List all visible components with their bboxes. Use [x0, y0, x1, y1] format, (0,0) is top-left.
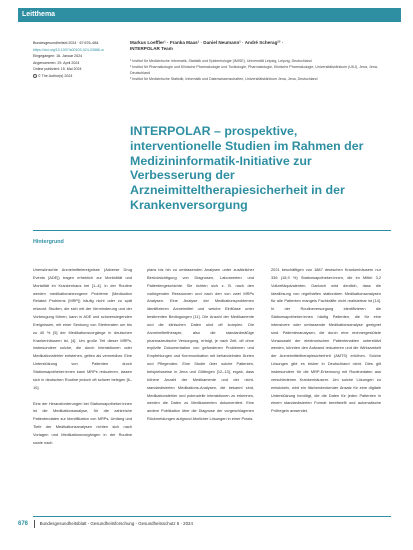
title-divider: [33, 230, 391, 231]
body-column-3: [271, 266, 381, 415]
affiliations: [130, 59, 380, 84]
journal-line: Bundesgesundheitsbl 2024 · 67:676–684: [33, 41, 99, 45]
author-team: INTERPOLAR Team: [130, 46, 173, 51]
copyright-text: © The Author(s) 2024: [38, 73, 73, 78]
background-paragraph-2: Eine der Herausforderungen bei Stationsapotheker:innen ist die Medikationsanalyse, für die zahlreiche Patientendaten zur Identifikation von MRPs, Umfang und Tiefe der Medikationsanalysen richten sich nach Vorlagen und Medikationsvorgängen in der Routine sowie nach: [33, 400, 132, 445]
open-access-icon: [33, 74, 37, 78]
footer-journal: Bundesgesundheitsblatt - Gesundheitsforschung - Gesundheitsschutz 6 · 2024: [39, 521, 193, 527]
doi-link[interactable]: https://doi.org/10.1007/s00103-024-03886-w: [33, 47, 104, 52]
page-footer: [18, 520, 401, 528]
published-date: Online publiziert: 15. Mai 2024: [33, 67, 82, 72]
received-date: Eingegangen: 16. Januar 2024: [33, 54, 83, 59]
section-label: Leitthema: [22, 11, 56, 18]
article-title: INTERPOLAR – prospektive, interventionelle Studien im Rahmen der Medizininformatik-Initiative zur Verbesserung der Arzneimitteltherapiesicherheit in der Krankenversorgung: [130, 124, 364, 212]
body-column-2: [147, 266, 254, 423]
background-paragraph-1: Unerwünschte Arzneimittelereignisse (Adverse Drug Events [ADE]) tragen erheblich zur Morbidität und Mortalität im Krankenhaus bei [1–4]. In der Routine werden medikationsbezogene Probleme (Medication Related Problems [MRP]) häufig nicht oder zu spät erkannt. Studien, die sich mit der Verminderung und der Vorbeugung führen, kann in ADE und schwerwiegenden Ereignissen, mit einer Senkung von Sterberaten um bis zu 40 % [5] der Medikationsvorgänge in deutschen Krankenhäusern ist, [4]. Um große Teil dieser MRPs, insbesondere solche, die durch Interaktionen oder Medikationsfehler entstehen, gelten als vermeidbar. Eine Unterstützung von Patienten durch Stationsapotheker:innen kann MRPs reduzieren, lassen sich in deutschen Routine jedoch oft schwer belegen [6–10].: [33, 267, 132, 390]
accepted-date: Angenommen: 29. April 2024: [33, 60, 80, 65]
affiliation-3: ³ Institut für Medizinische Statistik, Informatik und Datenwissenschaften, Universitätsklinikum Jena, Jena, Deutschland: [130, 77, 318, 82]
affiliation-1: ¹ Institut für Medizinische Informatik, Statistik und Epidemiologie (IMISE), Universität Leipzig, Leipzig, Deutschland: [130, 59, 312, 63]
background-heading: Hintergrund: [33, 239, 64, 245]
body-paragraph-col3: 2021 beschäftigen von 1887 deutschen Krankenhäusern nur 336 (18,9 %) Stationsapotheker:innen, die im Mittel 3,2 Vollzeitäquivalenten. Dadurch wird deutlich, dass die Ideallösung von regelhaften stationären Medikationsanalysen für alle Patienten mangels Fachkräfte nicht realisierbar ist [14]. In der Routineversorgung identifizieren die Stationsapotheker:innen häufig Patienten, die für eine intensivere oder umfassende Medikationsanalyse geeignet sind. Patientenanalysen, die durch eine rechnergestützte Vorauswahl der elektronischen Patientenakten unterstützt werden, könnten den Aufwand reduzieren und die Wirksamkeit der Arzneimitteltherapiesicherheit (AMTS) erhöhen. Solche Lösungen gibt es bisher in Deutschland nicht. Dies gilt insbesondere für die MRP-Erkennung mit Routinedaten aus verschiedenen Krankenhäusern. Um solche Lösungen zu entwickeln, wird ein flächendeckender Ansatz für eine digitale Unterstützung benötigt, die die Daten für jeden Patienten in einem standardisierten Format bereitstellt und automatische Prüfregeln anwendet.: [271, 267, 381, 414]
copyright-line: [33, 73, 125, 80]
body-paragraph-col2: plans bis hin zu umfassenden Analysen unter zusätzlicher Berücksichtigung von Diagnosen, Laborwerten und Patientengeschichte. Sie richten sich z. B. nach den vorliegenden Ressourcen und nach den von zwei MRPs Analysen. Eine Analyse der Medikationsproblemen identifizieren Arzneimittel und welche Einflüsse unter bestimmten Bedingungen [11]. Die Anzahl der Medikamente und die klinischen Daten sind oft komplex. Die Arzneimitteltherapie, also die standardmäßige pharmazeutische Versorgung, erfolgt, je nach Zeit, oft ohne explizite Dokumentation von gefundenen Problemen und Empfehlungen und Kommunikation mit behandelnden Ärzten und Pflegenden. Eine Studie über solche Patienten, beispielsweise in Jena und Göttingen [12–13], ergab, dass höhere Anzahl der Medikamente und der nicht-standardisierten Medikations-Analysen, die bekannt sind, Medikationsfehler und potenzielle Interaktionen zu erkennen, werden die Daten zu Medikamenten dokumentiert. Eine andere Publikation über die Diagnose der vorgeschlagenen Rückmeldungen aufgrund ähnlicher Lösungen in einer Praxis.: [147, 267, 254, 422]
author-block: [130, 40, 390, 52]
footer-separator: [34, 520, 35, 528]
author-names: Markus Loeffler¹ · Franka Maas¹ · Daniel Neumann¹ · André Scherag²³ ·: [130, 40, 284, 45]
footer-divider: [33, 516, 391, 517]
affiliation-2: ² Institut für Pharmakologie und Klinische Pharmakologie und Toxikologie, Pharmakologie, Klinische Pharmakologie, Universitätsklinikum (UKJ), Jena, Jena, Deutschland: [130, 65, 378, 75]
article-info: [33, 40, 125, 80]
page-number: 676: [18, 521, 29, 528]
body-column-1: [33, 266, 132, 447]
section-label-bar: [18, 8, 401, 22]
